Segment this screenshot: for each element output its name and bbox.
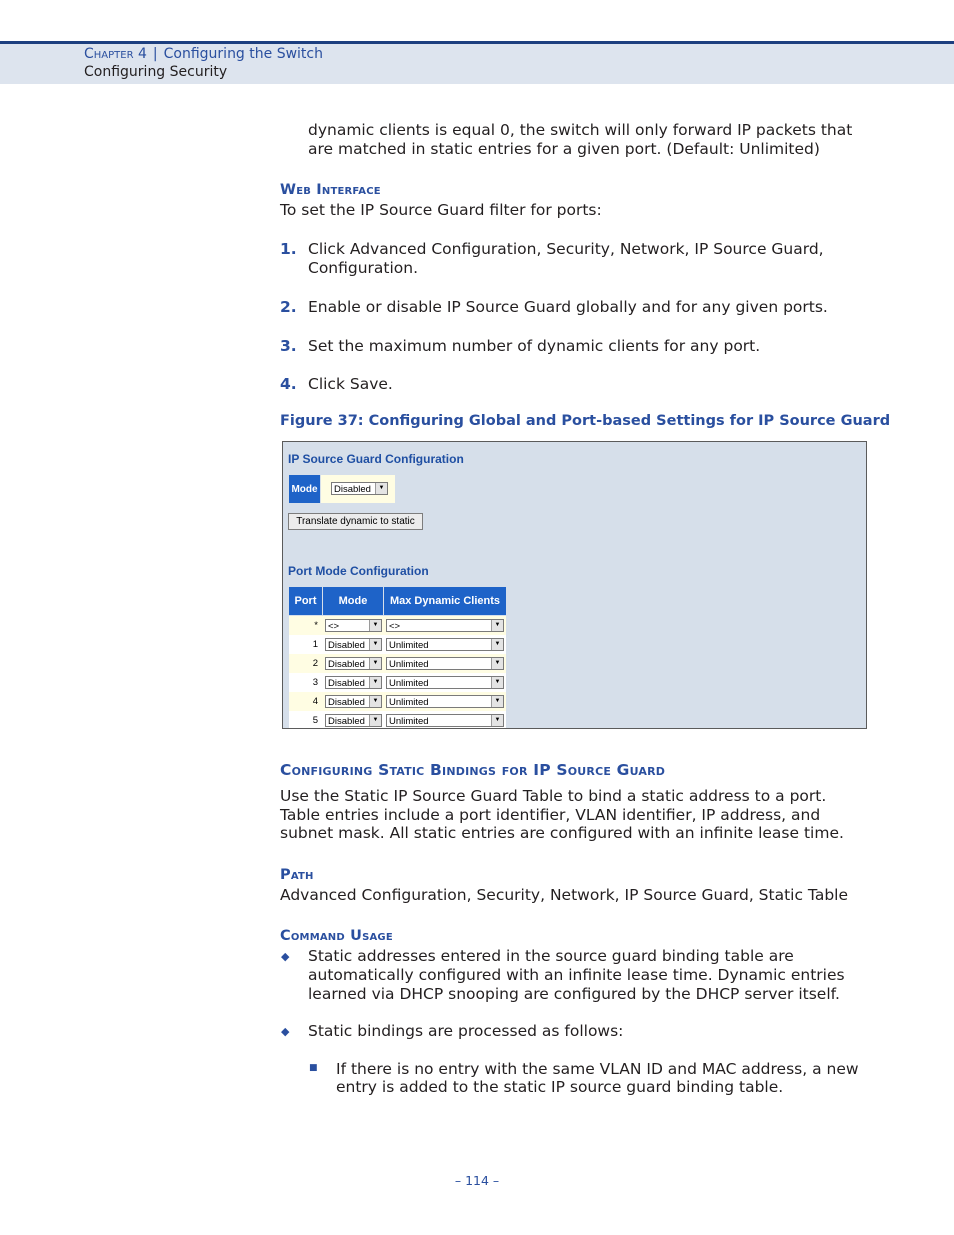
step-1-number: 1.: [280, 240, 297, 258]
table-row: [289, 673, 506, 692]
max-clients-select[interactable]: [386, 695, 504, 708]
column-header-port: Port: [289, 587, 322, 615]
diamond-bullet-icon: ◆: [281, 1025, 290, 1038]
dropdown-arrow-icon: ▼: [491, 715, 503, 726]
dropdown-arrow-icon: ▼: [369, 715, 381, 726]
max-clients-select[interactable]: [386, 619, 504, 632]
usage-bullet-1-line-3: learned via DHCP snooping are configured by the DHCP server itself.: [308, 985, 840, 1003]
path-text: Advanced Configuration, Security, Network, IP Source Guard, Static Table: [280, 886, 848, 904]
static-bindings-line-2: Table entries include a port identifier, VLAN identifier, IP address, and: [280, 806, 821, 824]
mode-select-value: Disabled: [328, 678, 365, 689]
running-header: [84, 46, 323, 62]
step-4-number: 4.: [280, 375, 297, 393]
dropdown-arrow-icon: ▼: [369, 696, 381, 707]
static-bindings-line-3: subnet mask. All static entries are configured with an infinite lease time.: [280, 824, 844, 842]
port-cell: 4: [312, 696, 318, 707]
max-clients-select[interactable]: [386, 676, 504, 689]
dropdown-arrow-icon: ▼: [491, 696, 503, 707]
mode-select[interactable]: [325, 676, 382, 689]
dropdown-arrow-icon: ▼: [369, 620, 381, 631]
max-clients-value: Unlimited: [389, 640, 429, 651]
figure-caption: Figure 37: Configuring Global and Port-based Settings for IP Source Guard: [280, 413, 891, 429]
page-number: – 114 –: [454, 1173, 500, 1188]
path-heading: Path: [280, 867, 314, 883]
step-3-text: Set the maximum number of dynamic clients for any port.: [308, 337, 761, 355]
mode-select-value: Disabled: [328, 697, 365, 708]
dropdown-arrow-icon: ▼: [369, 658, 381, 669]
dropdown-arrow-icon: ▼: [491, 658, 503, 669]
step-3-number: 3.: [280, 337, 297, 355]
static-bindings-heading: Configuring Static Bindings for IP Source Guard: [280, 761, 666, 779]
mode-select[interactable]: [331, 482, 388, 495]
dropdown-arrow-icon: ▼: [375, 483, 387, 494]
max-clients-value: <>: [389, 621, 401, 632]
table-row: [289, 635, 506, 654]
diamond-bullet-icon: ◆: [281, 950, 290, 963]
max-clients-value: Unlimited: [389, 659, 429, 670]
web-interface-heading: Web Interface: [280, 182, 381, 198]
dropdown-arrow-icon: ▼: [491, 639, 503, 650]
chapter-title: Configuring the Switch: [163, 46, 323, 62]
step-1-line-2: Configuration.: [308, 259, 419, 277]
mode-select[interactable]: [325, 695, 382, 708]
usage-bullet-1-line-2: automatically configured with an infinite lease time. Dynamic entries: [308, 966, 845, 984]
max-clients-select[interactable]: [386, 638, 504, 651]
mode-select-value: Disabled: [328, 716, 365, 727]
dropdown-arrow-icon: ▼: [491, 677, 503, 688]
table-row: [289, 692, 506, 711]
config-title: IP Source Guard Configuration: [288, 452, 464, 466]
table-row: [289, 654, 506, 673]
port-cell: 2: [312, 658, 318, 669]
column-header-mode: Mode: [323, 587, 383, 615]
intro-line-2: are matched in static entries for a given port. (Default: Unlimited): [308, 140, 820, 158]
step-1-line-1: Click Advanced Configuration, Security, Network, IP Source Guard,: [308, 240, 824, 258]
sub-bullet-line-2: entry is added to the static IP source guard binding table.: [336, 1078, 784, 1096]
dropdown-arrow-icon: ▼: [369, 677, 381, 688]
step-4-text: Click Save.: [308, 375, 393, 393]
mode-select-value: Disabled: [328, 640, 365, 651]
dropdown-arrow-icon: ▼: [491, 620, 503, 631]
table-row: [289, 711, 506, 729]
column-header-max-clients: Max Dynamic Clients: [384, 587, 506, 615]
mode-select-value: Disabled: [334, 484, 371, 495]
intro-line-1: dynamic clients is equal 0, the switch will only forward IP packets that: [308, 121, 853, 139]
step-2-text: Enable or disable IP Source Guard globally and for any given ports.: [308, 298, 828, 316]
port-cell: 3: [312, 677, 318, 688]
translate-dynamic-button[interactable]: Translate dynamic to static: [288, 513, 423, 530]
mode-label: Mode: [289, 475, 320, 503]
max-clients-select[interactable]: [386, 657, 504, 670]
mode-select[interactable]: [325, 619, 382, 632]
max-clients-select[interactable]: [386, 714, 504, 727]
port-cell: 1: [312, 639, 318, 650]
chapter-label: Chapter 4: [84, 46, 147, 62]
max-clients-value: Unlimited: [389, 716, 429, 727]
table-row: [289, 616, 506, 635]
usage-bullet-1-line-1: Static addresses entered in the source guard binding table are: [308, 947, 794, 965]
port-mode-title: Port Mode Configuration: [288, 564, 429, 578]
mode-select-value: Disabled: [328, 659, 365, 670]
static-bindings-line-1: Use the Static IP Source Guard Table to bind a static address to a port.: [280, 787, 827, 805]
step-2-number: 2.: [280, 298, 297, 316]
header-separator: |: [152, 46, 158, 62]
mode-select-value: <>: [328, 621, 340, 632]
port-cell: *: [314, 620, 318, 631]
mode-select[interactable]: [325, 657, 382, 670]
max-clients-value: Unlimited: [389, 697, 429, 708]
mode-select[interactable]: [325, 714, 382, 727]
square-bullet-icon: ■: [309, 1063, 318, 1073]
command-usage-heading: Command Usage: [280, 928, 393, 944]
web-interface-lead: To set the IP Source Guard filter for ports:: [280, 201, 602, 219]
dropdown-arrow-icon: ▼: [369, 639, 381, 650]
port-cell: 5: [312, 715, 318, 726]
section-title: Configuring Security: [84, 64, 228, 80]
sub-bullet-line-1: If there is no entry with the same VLAN ID and MAC address, a new: [336, 1060, 859, 1078]
max-clients-value: Unlimited: [389, 678, 429, 689]
usage-bullet-2: Static bindings are processed as follows:: [308, 1022, 624, 1040]
mode-cell: [321, 475, 395, 503]
mode-select[interactable]: [325, 638, 382, 651]
ip-source-guard-screenshot: [282, 441, 867, 729]
